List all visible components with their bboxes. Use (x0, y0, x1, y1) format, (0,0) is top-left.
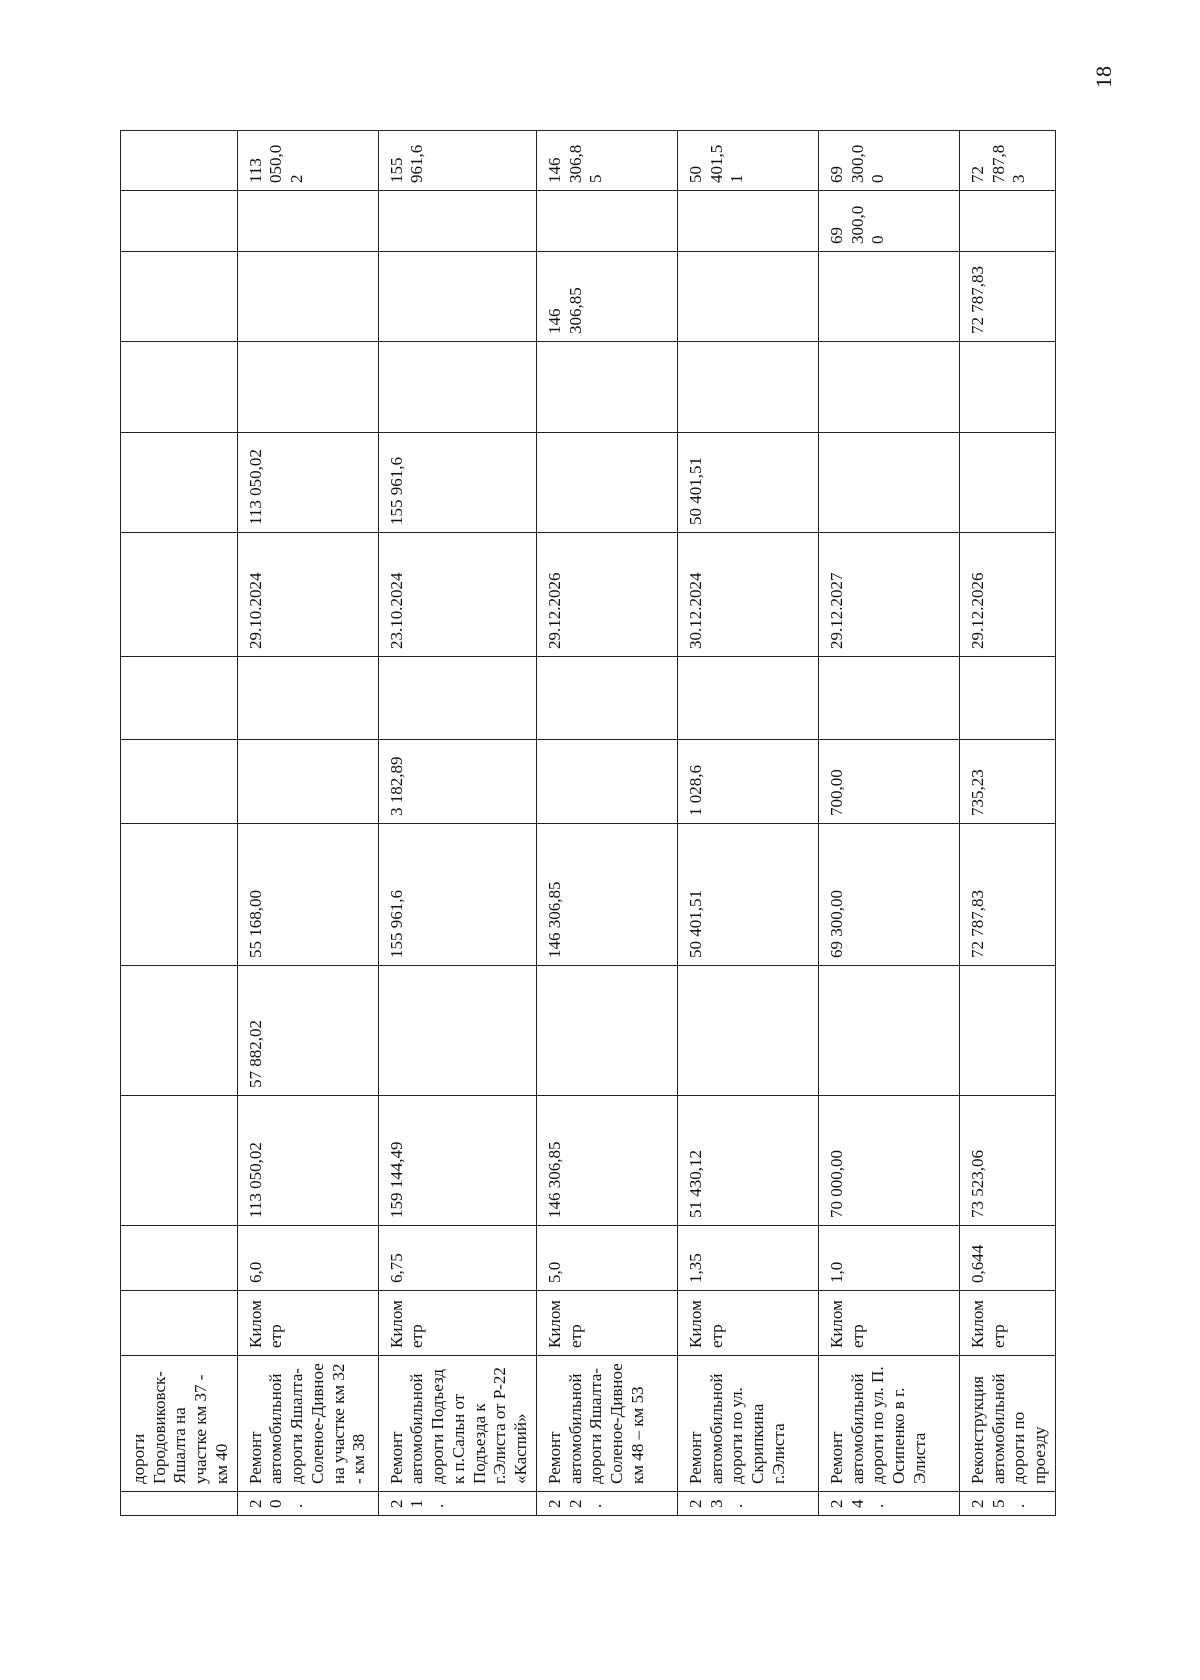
cell-object-name: Ремонт автомобильной дороги Яшалта-Соленое-Дивное км 48 – км 53 (536, 1356, 677, 1492)
cell-unit: Километр (818, 1291, 959, 1356)
cell-object-name: Реконструкция автомобильной дороги по проезду (959, 1356, 1055, 1492)
cell-total: 113 050,02 (237, 131, 378, 191)
cell-value: 72 787,83 (959, 252, 1055, 342)
cell-value (378, 657, 536, 740)
cell-value: 57 882,02 (237, 966, 378, 1096)
cell-quantity: 6,0 (237, 1226, 378, 1291)
cell-value: 1 028,6 (677, 740, 818, 824)
cell-value (237, 740, 378, 824)
cell-value (237, 342, 378, 433)
cell-num: 24. (818, 1492, 959, 1516)
cell-num: 23. (677, 1492, 818, 1516)
cell-value (818, 342, 959, 433)
cell-value: 700,00 (818, 740, 959, 824)
cell-object-name: Ремонт автомобильной дороги Яшалта-Соленое-Дивное на участке км 32 - км 38 (237, 1356, 378, 1492)
cell-value: 69 300,00 (818, 191, 959, 252)
cell-date: 29.10.2024 (237, 533, 378, 657)
cell-value (677, 191, 818, 252)
cell-total: 69 300,00 (818, 131, 959, 191)
cell-total: 50 401,51 (677, 131, 818, 191)
cell-value (959, 433, 1055, 533)
cell-value (677, 966, 818, 1096)
cell-value (959, 657, 1055, 740)
cell-value (818, 252, 959, 342)
cell-value (677, 342, 818, 433)
cell-value (237, 252, 378, 342)
cell-unit: Километр (536, 1291, 677, 1356)
cell-num: 22. (536, 1492, 677, 1516)
cell-value (378, 252, 536, 342)
cell-value (818, 966, 959, 1096)
cell-total: 155 961,6 (378, 131, 536, 191)
cell-value: 735,23 (959, 740, 1055, 824)
cell-value: 73 523,06 (959, 1096, 1055, 1226)
cell-value: 3 182,89 (378, 740, 536, 824)
cell-value: 155 961,6 (378, 433, 536, 533)
cell-value (818, 433, 959, 533)
cell-value (237, 657, 378, 740)
cell-value (378, 342, 536, 433)
cell-value (536, 966, 677, 1096)
cell-value (959, 191, 1055, 252)
table-row (959, 131, 1055, 1516)
cell-value: 70 000,00 (818, 1096, 959, 1226)
cell-value (959, 966, 1055, 1096)
cell-value (818, 657, 959, 740)
table-row-continuation (121, 131, 238, 1516)
cell-value: 51 430,12 (677, 1096, 818, 1226)
cell-value (536, 433, 677, 533)
cell-num: 21. (378, 1492, 536, 1516)
cell-value (378, 966, 536, 1096)
cell-value (536, 657, 677, 740)
cell-unit: Километр (677, 1291, 818, 1356)
cell-total: 146 306,85 (536, 131, 677, 191)
cell-date: 30.12.2024 (677, 533, 818, 657)
table-row (237, 131, 378, 1516)
cell-value: 113 050,02 (237, 1096, 378, 1226)
cell-quantity: 1,35 (677, 1226, 818, 1291)
cell-value (536, 342, 677, 433)
cell-value (536, 740, 677, 824)
table-row (677, 131, 818, 1516)
cell-value: 113 050,02 (237, 433, 378, 533)
cell-value (677, 657, 818, 740)
cell-value: 146 306,85 (536, 1096, 677, 1226)
cell-value (378, 191, 536, 252)
cell-object-name: дороги Городовиковск-Яшалта на участке км 37 - км 40 (121, 1356, 238, 1492)
cell-value (959, 342, 1055, 433)
cell-date: 23.10.2024 (378, 533, 536, 657)
cell-value (237, 191, 378, 252)
cell-value: 69 300,00 (818, 824, 959, 966)
table-row (378, 131, 536, 1516)
cell-date: 29.12.2026 (959, 533, 1055, 657)
cell-value: 55 168,00 (237, 824, 378, 966)
cell-value: 50 401,51 (677, 824, 818, 966)
cell-value: 159 144,49 (378, 1096, 536, 1226)
road-works-table (120, 130, 1056, 1516)
cell-value (677, 252, 818, 342)
cell-unit: Километр (237, 1291, 378, 1356)
cell-quantity: 1,0 (818, 1226, 959, 1291)
cell-quantity: 5,0 (536, 1226, 677, 1291)
cell-date: 29.12.2026 (536, 533, 677, 657)
cell-value: 50 401,51 (677, 433, 818, 533)
cell-quantity: 0,644 (959, 1226, 1055, 1291)
page-number: 18 (1091, 66, 1116, 88)
cell-date: 29.12.2027 (818, 533, 959, 657)
cell-unit: Километр (378, 1291, 536, 1356)
table-row (818, 131, 959, 1516)
cell-total: 72 787,83 (959, 131, 1055, 191)
cell-value (536, 191, 677, 252)
cell-num: 20. (237, 1492, 378, 1516)
cell-object-name: Ремонт автомобильной дороги Подъезд к п.Сальн от Подъезда к г.Элиста от Р-22 «Каспий» (378, 1356, 536, 1492)
cell-value: 146 306,85 (536, 824, 677, 966)
cell-object-name: Ремонт автомобильной дороги по ул. Скрипкина г.Элиста (677, 1356, 818, 1492)
cell-value: 72 787,83 (959, 824, 1055, 966)
cell-num: 25. (959, 1492, 1055, 1516)
table-row (536, 131, 677, 1516)
cell-num (121, 1492, 238, 1516)
cell-object-name: Ремонт автомобильной дороги по ул. П. Осипенко в г. Элиста (818, 1356, 959, 1492)
cell-value: 155 961,6 (378, 824, 536, 966)
cell-value: 146 306,85 (536, 252, 677, 342)
cell-unit: Километр (959, 1291, 1055, 1356)
cell-quantity: 6,75 (378, 1226, 536, 1291)
